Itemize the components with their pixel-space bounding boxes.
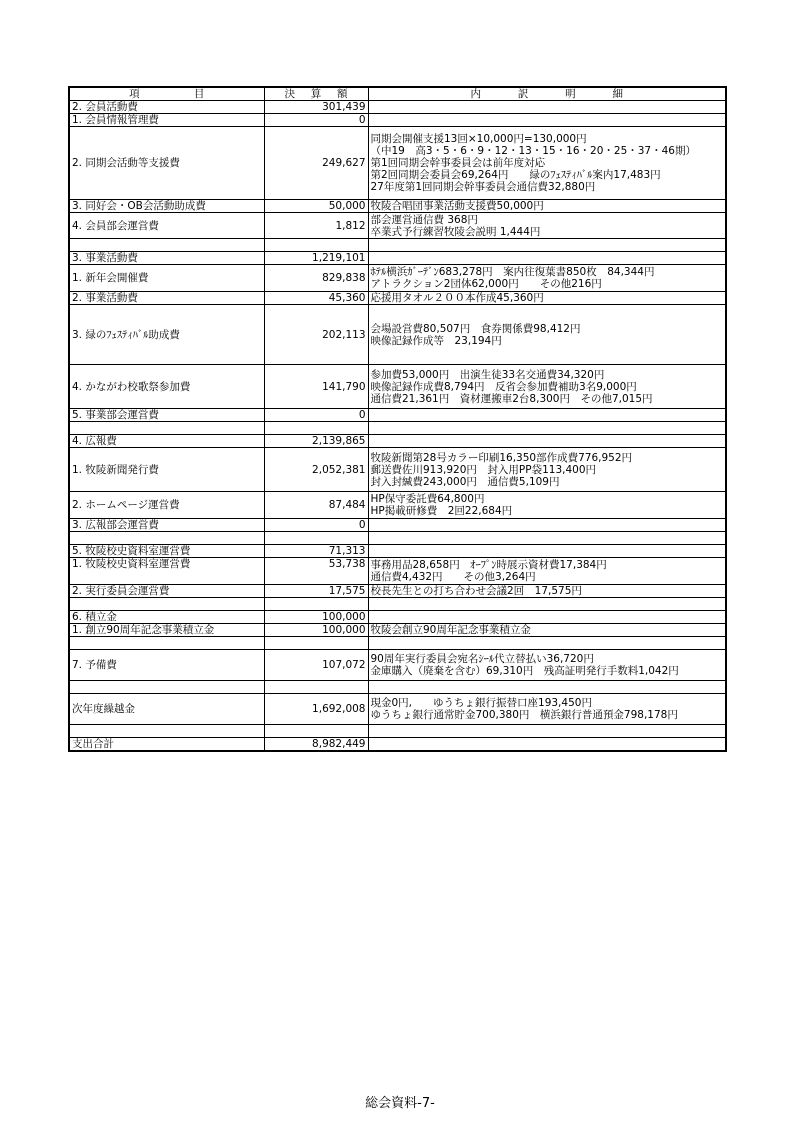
header-amount: 決 算 額 [264,87,368,101]
item-amount: 829,838 [264,265,368,292]
item-amount: 50,000 [264,200,368,213]
section-title: 2. 会員活動費 [69,101,264,114]
item-title: 1. 新年会開催費 [69,265,264,292]
item-detail: 90周年実行委員会宛名ｼｰﾙ代立替払い36,720円 金庫購入（廃棄を含む）69,310円 残高証明発行手数料1,042円 [368,650,726,681]
table-row [69,409,726,422]
table-row [69,365,726,409]
item-detail: 応援用タオル２００本作成45,360円 [368,292,726,305]
item-detail: 事務用品28,658円 ｵｰﾌﾟﾝ時展示資材費17,384円 通信費4,432円 その他3,264円 [368,558,726,585]
item-title: 5. 事業部会運営費 [69,409,264,422]
item-detail: 部会運営通信費 368円 卒業式予行練習牧陵会説明 1,444円 [368,213,726,239]
spacer-row [69,681,726,694]
item-detail: 牧陵合唱団事業活動支援費50,000円 [368,200,726,213]
table-row [69,545,726,558]
header-detail: 内 訳 明 細 [368,87,726,101]
table-row [69,127,726,200]
carryover-amount: 1,692,008 [264,694,368,725]
table-row [69,435,726,448]
table-row [69,611,726,624]
table-row [69,624,726,637]
item-amount: 141,790 [264,365,368,409]
item-title: 2. 同期会活動等支援費 [69,127,264,200]
section-amount: 71,313 [264,545,368,558]
spacer-row [69,532,726,545]
item-detail: 現金0円, ゆうちょ銀行振替口座193,450円 ゆうちょ銀行通常貯金700,380円 横浜銀行普通預金798,178円 [368,694,726,725]
section-amount: 301,439 [264,101,368,114]
spacer-row [69,422,726,435]
section-title: 3. 事業活動費 [69,252,264,265]
item-title: 4. 会員部会運営費 [69,213,264,239]
section-amount: 100,000 [264,611,368,624]
spacer-row [69,239,726,252]
item-detail: 校長先生との打ち合わせ会議2回 17,575円 [368,585,726,598]
item-title: 1. 創立90周年記念事業積立金 [69,624,264,637]
item-title: 2. ホームページ運営費 [69,492,264,519]
item-title: 1. 牧陵校史資料室運営費 [69,558,264,585]
item-amount: 249,627 [264,127,368,200]
item-detail: 同期会開催支援13回×10,000円=130,000円 （中19 高3・5・6・9・12・13・15・16・20・25・37・46期） 第1回同期会幹事委員会は前年度対応 第2回同期会委員会69,264円 緑のﾌｪｽﾃｨﾊﾞﾙ案内17,483円 27年度第1回同期会幹事委員会通信費32,880円 [368,127,726,200]
section-title: 6. 積立金 [69,611,264,624]
item-title: 1. 牧陵新聞発行費 [69,448,264,492]
table-row [69,558,726,585]
item-title: 3. 緑のﾌｪｽﾃｨﾊﾞﾙ助成費 [69,305,264,365]
total-row [69,738,726,752]
item-title: 3. 広報部会運営費 [69,519,264,532]
item-title: 3. 同好会・OB会活動助成費 [69,200,264,213]
total-title: 支出合計 [69,738,264,752]
table-row [69,252,726,265]
item-amount: 0 [264,519,368,532]
item-amount: 0 [264,409,368,422]
item-amount: 45,360 [264,292,368,305]
table-row [69,650,726,681]
table-header-row [69,87,726,101]
item-amount: 2,052,381 [264,448,368,492]
spacer-row [69,725,726,738]
item-detail: 参加費53,000円 出演生徒33名交通費34,320円 映像記録作成費8,794円 反省会参加費補助3名9,000円 通信費21,361円 資材運搬車2台8,300円 その他7,015円 [368,365,726,409]
item-detail: ﾎﾃﾙ横浜ｶﾞｰﾃﾞﾝ683,278円 案内往復葉書850枚 84,344円 アトラクション2団体62,000円 その他216円 [368,265,726,292]
section-amount: 2,139,865 [264,435,368,448]
item-amount: 87,484 [264,492,368,519]
item-amount: 1,812 [264,213,368,239]
item-amount: 202,113 [264,305,368,365]
section-amount: 107,072 [264,650,368,681]
table-row [69,200,726,213]
table-row [69,265,726,292]
table-row [69,114,726,127]
section-title: 7. 予備費 [69,650,264,681]
item-amount: 0 [264,114,368,127]
table-row [69,101,726,114]
item-detail: 会場設営費80,507円 食券関係費98,412円 映像記録作成等 23,194円 [368,305,726,365]
table-row [69,519,726,532]
item-detail: 牧陵会創立90周年記念事業積立金 [368,624,726,637]
header-item: 項 目 [69,87,264,101]
table-row [69,492,726,519]
item-detail: HP保守委託費64,800円 HP掲載研修費 2回22,684円 [368,492,726,519]
item-amount: 100,000 [264,624,368,637]
spacer-row [69,637,726,650]
table-row [69,292,726,305]
table-row [69,213,726,239]
item-amount: 17,575 [264,585,368,598]
carryover-title: 次年度繰越金 [69,694,264,725]
section-title: 5. 牧陵校史資料室運営費 [69,545,264,558]
total-amount: 8,982,449 [264,738,368,752]
item-title: 1. 会員情報管理費 [69,114,264,127]
section-title: 4. 広報費 [69,435,264,448]
table-row [69,448,726,492]
table-row [69,694,726,725]
item-amount: 53,738 [264,558,368,585]
item-detail: 牧陵新聞第28号カラー印刷16,350部作成費776,952円 郵送費佐川913,920円 封入用PP袋113,400円 封入封緘費243,000円 通信費5,109円 [368,448,726,492]
spacer-row [69,598,726,611]
expense-table [68,86,727,752]
item-title: 4. かながわ校歌祭参加費 [69,365,264,409]
item-title: 2. 事業活動費 [69,292,264,305]
section-amount: 1,219,101 [264,252,368,265]
item-title: 2. 実行委員会運営費 [69,585,264,598]
table-row [69,585,726,598]
page-footer: 総会資料-7- [365,1096,435,1111]
table-row [69,305,726,365]
